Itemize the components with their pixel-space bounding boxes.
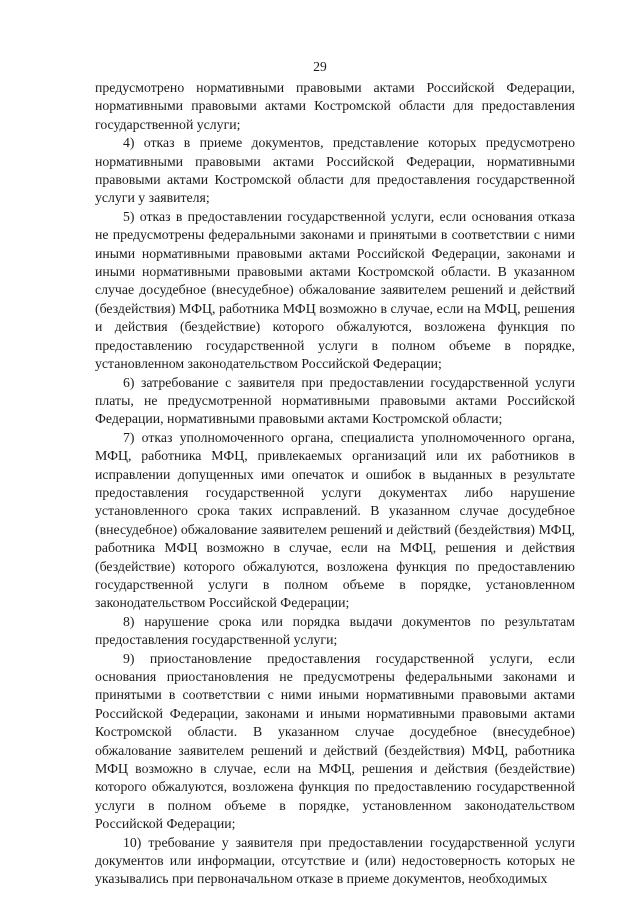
paragraph-item-7: 7) отказ уполномоченного органа, специалиста уполномоченного органа, МФЦ, работника МФЦ, привлекаемых организаций или их работников в исправлении допущенных ими опечаток и ошибок в выданных в результате предоставления государственной услуги документах либо нарушение установленного срока таких исправлений. В указанном случае досудебное (внесудебное) обжалование заявителем решений и действий (бездействия) МФЦ, работника МФЦ возможно в случае, если на МФЦ, решения и действия (бездействие) которого обжалуются, возложена функция по предоставлению государственной услуги в полном объеме в порядке, установленном законодательством Российской Федерации;	[95, 429, 575, 611]
document-body	[95, 79, 575, 889]
paragraph-item-4: 4) отказ в приеме документов, представление которых предусмотрено нормативными правовыми актами Российской Федерации, нормативными правовыми актами Костромской области для предоставления государственной услуги у заявителя;	[95, 135, 575, 206]
page-number: 29	[313, 59, 327, 74]
paragraph-continuation: предусмотрено нормативными правовыми актами Российской Федерации, нормативными правовыми актами Костромской области для предоставления государственной услуги;	[95, 80, 575, 132]
paragraph-item-9: 9) приостановление предоставления государственной услуги, если основания приостановления не предусмотрены федеральными законами и принятыми в соответствии с ними иными нормативными правовыми актами Российской Федерации, законами и иными нормативными правовыми актами Костромской области. В указанном случае досудебное (внесудебное) обжалование заявителем решений и действий (бездействия) МФЦ, работника МФЦ возможно в случае, если на МФЦ, решения и действия (бездействие) которого обжалуются, возложена функция по предоставлению государственной услуги в полном объеме в порядке, установленном законодательством Российской Федерации;	[95, 650, 575, 832]
paragraph-item-5: 5) отказ в предоставлении государственной услуги, если основания отказа не предусмотрены федеральными законами и принятыми в соответствии с ними иными нормативными правовыми актами Российской Федерации, законами и иными нормативными правовыми актами Костромской области. В указанном случае досудебное (внесудебное) обжалование заявителем решений и действий (бездействия) МФЦ, работника МФЦ возможно в случае, если на МФЦ, решения и действия (бездействие) которого обжалуются, возложена функция по предоставлению государственной услуги в полном объеме в порядке, установленном законодательством Российской Федерации;	[95, 208, 575, 372]
paragraph-item-6: 6) затребование с заявителя при предоставлении государственной услуги платы, не предусмотренной нормативными правовыми актами Российской Федерации, нормативными правовыми актами Костромской области;	[95, 374, 575, 427]
paragraph-item-8: 8) нарушение срока или порядка выдачи документов по результатам предоставления государственной услуги;	[95, 613, 575, 648]
paragraph-item-10: 10) требование у заявителя при предоставлении государственной услуги документов или информации, отсутствие и (или) недостоверность которых не указывались при первоначальном отказе в приеме документов, необходимых	[95, 834, 575, 887]
